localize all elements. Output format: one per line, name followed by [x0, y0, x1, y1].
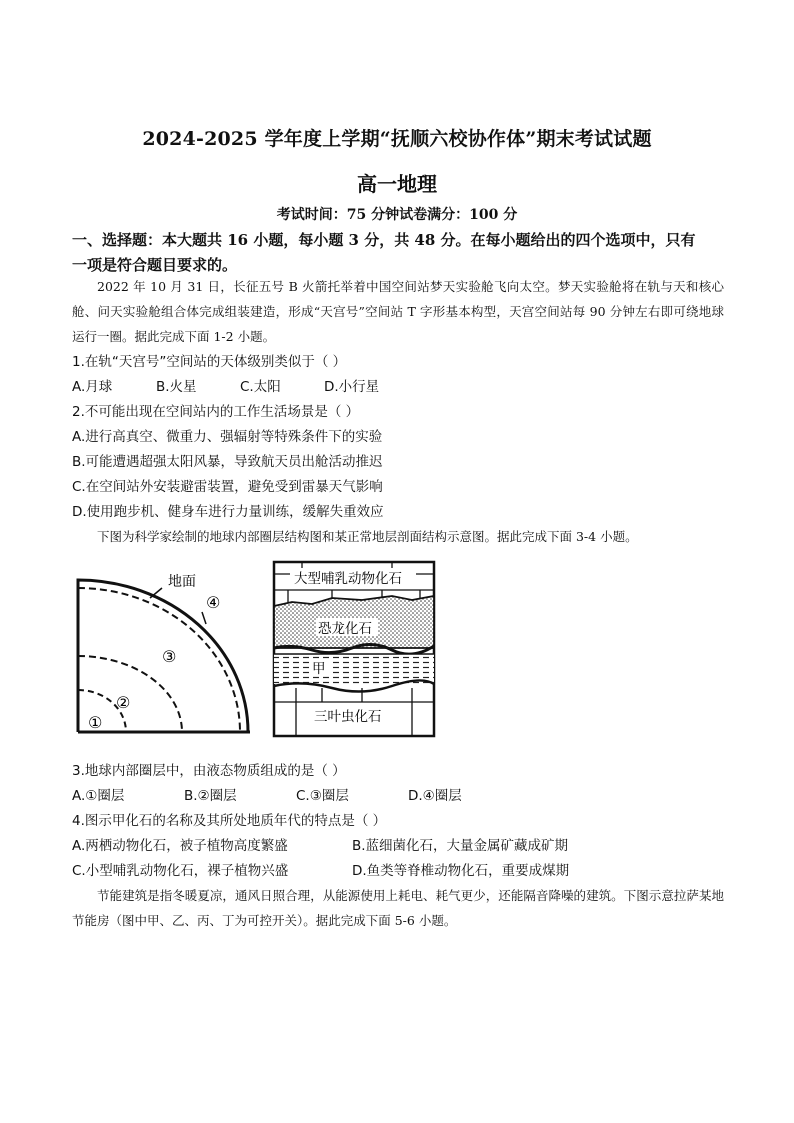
q2-option-b: B.可能遭遇超强太阳风暴，导致航天员出舱活动推迟: [72, 454, 383, 470]
material-2: 下图为科学家绘制的地球内部圈层结构图和某正常地层剖面结构示意图。据此完成下面 3-4 小题。: [97, 529, 638, 544]
q3-option-d: D.④圈层: [408, 788, 462, 804]
material-3: 节能建筑是指冬暖夏凉，通风日照合理，从能源使用上耗电、耗气更少，还能隔音降噪的建筑。下图示意拉萨某地节能房（图中甲、乙、丙、丁为可控开关）。据此完成下面 5-6 小题。: [72, 888, 724, 928]
exam-info: 考试时间：75 分钟试卷满分：100 分: [276, 207, 518, 223]
layer4-pointer-line: [202, 612, 206, 624]
earth-layers-diagram: [70, 566, 260, 738]
layer-2-label: ②: [116, 693, 131, 712]
jia-label: 甲: [312, 661, 326, 677]
q3-option-b: B.②圈层: [184, 788, 237, 804]
ground-label: 地面: [168, 574, 196, 590]
q1-option-a: A.月球: [72, 379, 113, 395]
question-2-stem: 2.不可能出现在空间站内的工作生活场景是（ ）: [72, 404, 360, 420]
question-1-stem: 1.在轨“天宫号”空间站的天体级别类似于（ ）: [72, 354, 347, 370]
q4-option-d: D.鱼类等脊椎动物化石，重要成煤期: [352, 863, 570, 879]
q1-option-d: D.小行星: [324, 379, 380, 395]
trilobite-fossil-label: 三叶虫化石: [314, 709, 382, 725]
layer-1-label: ①: [88, 713, 103, 732]
section-heading: [72, 228, 728, 278]
strata-profile-diagram: [272, 560, 442, 740]
q2-option-a: A.进行高真空、微重力、强辐射等特殊条件下的实验: [72, 429, 383, 445]
dinosaur-fossil-label: 恐龙化石: [318, 621, 372, 637]
layer-3-label: ③: [162, 647, 177, 666]
exam-title: 2024-2025 学年度上学期“抚顺六校协作体”期末考试试题: [142, 128, 652, 150]
section-heading-line1: 一、选择题：本大题共 16 小题，每小题 3 分，共 48 分。在每小题给出的四个选项中，只有: [72, 231, 696, 249]
q4-option-b: B.蓝细菌化石，大量金属矿藏成矿期: [352, 838, 569, 854]
q1-option-b: B.火星: [156, 379, 197, 395]
question-4-options-row1: [72, 836, 732, 856]
q2-option-d: D.使用跑步机、健身车进行力量训练，缓解失重效应: [72, 504, 384, 520]
q1-option-c: C.太阳: [240, 379, 281, 395]
jia-layer: [274, 654, 434, 684]
question-3-options: [72, 786, 732, 806]
q3-option-c: C.③圈层: [296, 788, 349, 804]
subject-title: 高一地理: [357, 172, 437, 196]
q4-option-a: A.两栖动物化石，被子植物高度繁盛: [72, 838, 288, 854]
layer-4-label: ④: [206, 593, 221, 612]
material-1: 2022 年 10 月 31 日，长征五号 B 火箭托举着中国空间站梦天实验舱飞向太空。梦天实验舱将在轨与天和核心舱、问天实验舱组合体完成组装建造，形成“天宫号”空间站 T 字形基本构型，天宫空间站每 90 分钟左右即可绕地球运行一圈。据此完成下面 1-2 小题。: [72, 279, 724, 344]
question-1-options: [72, 377, 732, 397]
q2-option-c: C.在空间站外安装避雷装置，避免受到雷暴天气影响: [72, 479, 383, 495]
mammal-fossil-label: 大型哺乳动物化石: [294, 571, 402, 587]
q3-option-a: A.①圈层: [72, 788, 125, 804]
section-heading-line2: 一项是符合题目要求的。: [72, 256, 238, 274]
q4-option-c: C.小型哺乳动物化石，裸子植物兴盛: [72, 863, 289, 879]
question-4-options-row2: [72, 861, 732, 881]
question-3-stem: 3.地球内部圈层中，由液态物质组成的是（ ）: [72, 763, 346, 779]
question-4-stem: 4.图示甲化石的名称及其所处地质年代的特点是（ ）: [72, 813, 387, 829]
